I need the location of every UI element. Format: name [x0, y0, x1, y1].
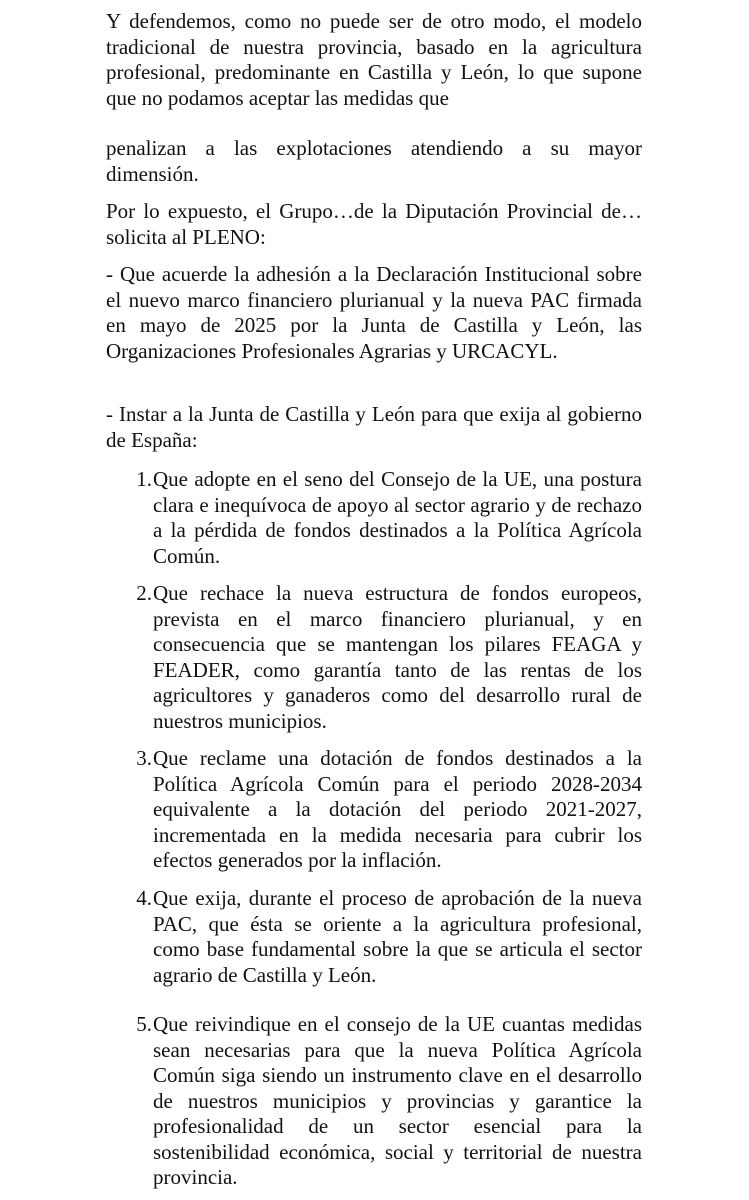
paragraph-instar-junta: - Instar a la Junta de Castilla y León para que exija al gobierno de España:: [106, 402, 642, 452]
paragraph-defense-model: Y defendemos, como no puede ser de otro modo, el modelo tradicional de nuestra provincia, basado en la agricultura profesional, predominante en Castilla y León, lo que supone que no podamos aceptar las medidas que: [106, 9, 642, 110]
list-item-text: Que reivindique en el consejo de la UE cuantas medidas sean necesarias para que la nueva Política Agrícola Común siga siendo un instrumento clave en el desarrollo de nuestros municipios y provincias y garantice la profesionalidad de un sector esencial para la sostenibilidad económica, social y territorial de nuestra provincia.: [153, 1012, 642, 1189]
list-item-number: 3.: [136, 746, 152, 770]
list-item-number: 4.: [136, 886, 152, 910]
paragraph-adhesion-declaration: - Que acuerde la adhesión a la Declaración Institucional sobre el nuevo marco financiero plurianual y la nueva PAC firmada en mayo de 2025 por la Junta de Castilla y León, las Organizaciones Profesionales Agrarias y URCACYL.: [106, 262, 642, 363]
paragraph-request-plenary: Por lo expuesto, el Grupo…de la Diputación Provincial de… solicita al PLENO:: [106, 199, 642, 249]
list-item-text: Que exija, durante el proceso de aprobación de la nueva PAC, que ésta se oriente a la agricultura profesional, como base fundamental sobre la que se articula el sector agrario de Castilla y León.: [153, 886, 642, 987]
list-item-number: 5.: [136, 1012, 152, 1036]
list-item-text: Que reclame una dotación de fondos destinados a la Política Agrícola Común para el periodo 2028-2034 equivalente a la dotación del periodo 2021-2027, incrementada en la medida necesaria para cubrir los efectos generados por la inflación.: [153, 746, 642, 872]
list-item-number: 2.: [136, 581, 152, 605]
list-item-text: Que adopte en el seno del Consejo de la UE, una postura clara e inequívoca de apoyo al sector agrario y de rechazo a la pérdida de fondos destinados a la Política Agrícola Común.: [153, 467, 642, 568]
paragraph-penalize-size: penalizan a las explotaciones atendiendo a su mayor dimensión.: [106, 136, 642, 186]
list-item-number: 1.: [136, 467, 152, 491]
list-item-text: Que rechace la nueva estructura de fondos europeos, prevista en el marco financiero plurianual, y en consecuencia que se mantengan los pilares FEAGA y FEADER, como garantía tanto de las rentas de los agricultores y ganaderos como del desarrollo rural de nuestros municipios.: [153, 581, 642, 733]
